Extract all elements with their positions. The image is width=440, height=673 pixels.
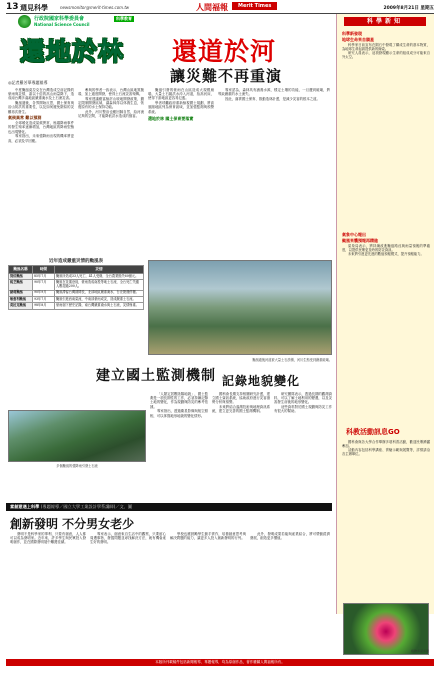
paragraph: 中度颱風莫拉克在台灣造成空前記錄的豪雨與災情，嘉以十倍的高山雨量降下，造成南台灣多處地區嚴重淹水及土石流災害。 xyxy=(8,88,74,101)
table-cell: 敏督利颱風 xyxy=(9,296,33,302)
lead-column-4 xyxy=(218,88,330,256)
lead-column-3 xyxy=(148,88,214,256)
table-cell: 90年7月 xyxy=(33,280,55,290)
typhoon-table xyxy=(8,265,144,310)
sidebar-item-1 xyxy=(342,29,430,59)
lead-subheading-green: 還地於林 國土保育要落實 xyxy=(148,115,194,121)
table-cell: 颱風在花蓮登陸，豪雨造成南投等地土石流，全台死亡失蹤人數超過200人。 xyxy=(55,280,144,290)
paragraph: 研究人員表示，這項發現顯示生命的組成成分可能來自外太空。 xyxy=(342,51,430,60)
feature-column-1 xyxy=(150,392,208,500)
lead-subheading: 氣候異常 難以預測 xyxy=(8,114,42,120)
table-cell: 桃芝颱風 xyxy=(9,280,33,290)
masthead-name: 人間福報 xyxy=(196,2,228,12)
bottom-banner xyxy=(6,503,332,511)
masthead-english: Merit Times xyxy=(232,2,277,10)
table-cell: 颱風所造成33人死亡，41人受傷，全台農業損失60億元。 xyxy=(55,274,144,280)
paragraph: 氣象局表示，將持續改進颱風路徑與雨量預報的準確度，以提供民眾更及時的防災資訊。 xyxy=(342,244,430,253)
paragraph: 發明不是科學家的專利，只要有創意，人人都可以成為發明家。近年來，許多學生與民眾投入發明創作，並在國際發明展中屢獲佳績。 xyxy=(10,532,86,545)
paragraph: 專家表示，創意來自生活中的觀察，只要留心周遭事物，發掘問題並尋找解決方法，就有機會產生好的發明。 xyxy=(90,532,166,545)
paragraph: 全球暖化造成氣候異常，極端降雨事件的發生頻率逐漸增加，台灣地區的降雨型態也出現變化。 xyxy=(8,121,74,134)
kepu-body xyxy=(342,440,430,456)
sidebar-title: 科學新知 xyxy=(344,17,426,26)
river-photo xyxy=(148,260,332,355)
sidebar-item-2 xyxy=(342,230,430,256)
feature-headline-2: 記錄地貌變化 xyxy=(222,374,301,388)
flower-caption: 植物多采多姿 xyxy=(410,649,429,653)
page-footer: 本版所刊載稿件包括新聞報導、專題報導，均為原創作品，著作權屬人間福報所有。 xyxy=(6,659,434,666)
table-cell: 莫拉克颱風 xyxy=(9,303,33,309)
paragraph: 「人類定居數陰陽地貌」，國土監測是一項長期性的工作，必須持續記錄土地的變化，作為規劃與防災的參考依據。 xyxy=(150,392,208,409)
paragraph: 專家認為，森林具有涵養水源、穩定土壤的功能，一旦遭到破壞，將導致嚴重的水土流失。 xyxy=(218,88,330,97)
paragraph: 國科會與各大學合作舉辦多項科普活動，歡迎民眾踴躍參加。 xyxy=(342,440,430,449)
sidebar-item-subtitle: 颱風來襲預報再精進 xyxy=(342,238,378,243)
table-cell: 93年7月 xyxy=(33,296,55,302)
paragraph: 未來將引進更先進的數值預報模式，提升預報能力。 xyxy=(348,252,424,257)
sponsor-tag: 科學教育 xyxy=(116,16,132,21)
paragraph: 活動內容包括科學講座、實驗示範與展覽等，詳情請洽各主辦單位。 xyxy=(342,448,430,457)
feature-column-2 xyxy=(212,392,270,500)
table-cell: 98年8月 xyxy=(33,303,55,309)
sidebar xyxy=(336,14,434,614)
paragraph: 參與的學者一致表示，台灣山區地質脆弱，加上過度開發，使得土石流災害頻傳。 xyxy=(78,88,144,97)
banner-title: 當創意遇上科學 xyxy=(10,504,40,509)
paragraph: 學校也應鼓勵學生動手實作，培養創意思考與解決問題的能力，讓更多人投入創新發明的行列。 xyxy=(170,532,246,541)
table-cell: 納莉颱風 xyxy=(9,290,33,296)
table-header: 災情 xyxy=(55,266,144,274)
paragraph: 學者呼籲政府重新檢視國土規劃，將高風險地區列為保育區域，並加強監測與預警系統。 xyxy=(148,101,214,114)
landslide-photo xyxy=(8,410,146,462)
table-cell: 賀伯颱風 xyxy=(9,274,33,280)
bottom-column-2 xyxy=(90,532,166,656)
paragraph: 颱風過後，各界開始反思，國土保育與治山防洪的重要性，以及如何避免類似的災難再次發生。 xyxy=(8,101,74,114)
table-cell: 85年7月 xyxy=(33,274,55,280)
section-email[interactable]: newsmonitor@merit-times.com.tw xyxy=(60,5,130,10)
paragraph: 研究團隊表示，透過長期的觀測資料，可以了解土地利用的變遷，以及災害發生前後的地形變化。 xyxy=(274,392,332,405)
table-row xyxy=(9,303,144,309)
lead-headline-left: 還地於林 xyxy=(20,37,125,66)
paragraph: 這些資料對於國土規劃與防災工作有很大的幫助。 xyxy=(274,405,332,414)
feature-column-3 xyxy=(274,392,332,500)
river-photo-caption: 颱風過後河道被大量土石淤積，河川生態受到嚴重破壞。 xyxy=(252,358,332,362)
sidebar-item-subtitle: 地球生命來自隕星 xyxy=(342,37,374,42)
bottom-column-1 xyxy=(10,532,86,656)
nsc-logo-icon xyxy=(18,15,31,28)
page-header xyxy=(6,2,434,14)
sidebar-item-title: 氣象中心報出 xyxy=(342,232,366,237)
table-header-row xyxy=(9,266,144,274)
feature-headline-1: 建立國土監測機制 xyxy=(96,368,216,384)
paragraph: 因此，落實國土保育、推動造林計畫，是減少災害的根本之道。 xyxy=(225,96,320,101)
banner-credit: (專題報導／國立大學工業設計學系講師)／文、圖 xyxy=(40,504,133,509)
lead-headline-right: 還道於河 xyxy=(172,37,277,66)
sponsor-org-en: National Science Council xyxy=(34,22,90,27)
page-number: 13 xyxy=(6,2,19,12)
table-cell: 颱風滯留台灣期間長，北部地區嚴重淹水，台北捷運停擺。 xyxy=(55,290,144,296)
bottom-column-4 xyxy=(250,532,330,656)
table-header: 颱風名稱 xyxy=(9,266,33,274)
paragraph: 專家指出，透過衛星影像與航空照相，可以掌握地形地貌的變化情形。 xyxy=(150,409,208,418)
lead-subhead: 讓災難不再重演 xyxy=(170,67,283,85)
flower-photo xyxy=(343,603,429,655)
table-cell: 豪雨創下歷史記錄，南台灣嚴重淹水與土石流，災情慘重。 xyxy=(55,303,144,309)
table-cell: 颱風引進西南氣流，中南部豪雨成災，造成嚴重土石流。 xyxy=(55,296,144,302)
paragraph: 專家指出，未來強降雨出現的機率將更高，必須及早因應。 xyxy=(8,134,74,143)
typhoon-table-title: 近年造成嚴重災情的颱風表 xyxy=(49,259,103,264)
section-title: 週見科學 xyxy=(20,4,48,12)
paragraph: 颱風引發的豪雨在山區造成大規模崩塌，大量土石隨洪水沖入河道，抬高河床，使得下游地區更容易氾濫。 xyxy=(148,88,214,101)
table-cell: 90年9月 xyxy=(33,290,55,296)
kepu-title: 科教活動訊息GO xyxy=(346,428,400,436)
table-header: 時間 xyxy=(33,266,55,274)
table-row xyxy=(9,280,144,290)
byline: ◎記者羅芳華專題報導 xyxy=(8,80,48,85)
paragraph: 此外，發明成果若能與產業結合，將可帶動經濟發展，創造更多價值。 xyxy=(250,532,330,541)
sidebar-item-title: 科學新發現 xyxy=(342,31,362,36)
landslide-photo-caption: 多個颱風的強降雨引發土石流 xyxy=(56,464,98,468)
sponsor-org: 行政院國家科學委員會 xyxy=(34,16,85,22)
paragraph: 國科會長期支持相關研究計畫，建立國土資訊系統，協助政府進行災害潛勢分析與預警。 xyxy=(212,392,270,405)
paragraph: 專家建議應當檢討山坡地開發政策，劃定限制開發區域，讓森林得以休養生息，恢復原有的水土保持功能。 xyxy=(78,96,144,110)
lead-column-2 xyxy=(78,88,144,256)
bottom-column-3 xyxy=(170,532,246,656)
issue-date: 2009年8月21日 星期五 xyxy=(383,6,434,11)
paragraph: 科學家日前宣布在隕石中發現了構成生命的基本物質，為地球生命起源提供新的線索。 xyxy=(342,43,430,52)
paragraph: 未來將結合遙測技術與地理資訊系統，建立更完善的國土監測機制。 xyxy=(212,405,270,414)
lead-column-1 xyxy=(8,88,74,256)
paragraph: 此外，河川整治也應回歸自然，給河流足夠的空間，才能降低洪水造成的損害。 xyxy=(78,110,144,119)
bottom-headline: 創新發明 不分男女老少 xyxy=(10,517,135,531)
